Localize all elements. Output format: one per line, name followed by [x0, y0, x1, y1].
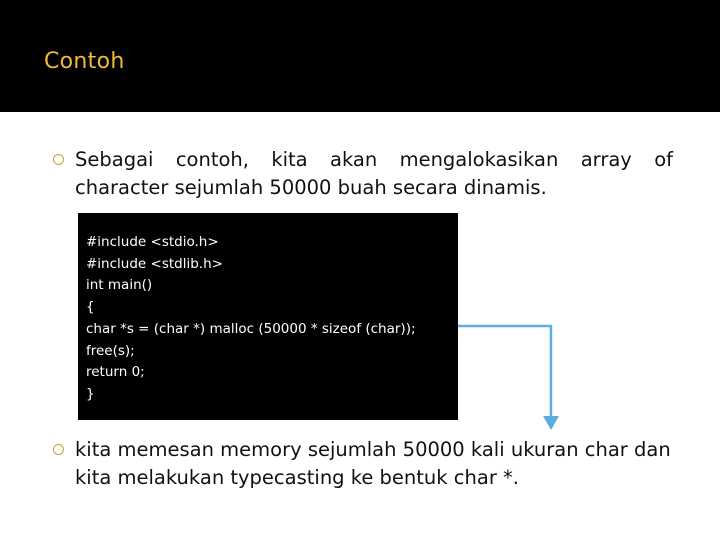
code-line: free(s); — [86, 342, 135, 359]
bullet-paragraph-1: Sebagai contoh, kita akan mengalokasikan array of character sejumlah 50000 buah secara dinamis. — [75, 148, 673, 199]
bullet-ring-icon — [53, 444, 64, 455]
code-line: { — [86, 299, 95, 316]
code-line: int main() — [86, 277, 153, 294]
bullet-paragraph-2: kita memesan memory sejumlah 50000 kali ukuran char dan kita melakukan typecasting ke bentuk char *. — [75, 438, 671, 489]
code-line: } — [86, 385, 95, 402]
code-line: char *s = (char *) malloc (50000 * sizeof (char)); — [86, 320, 416, 337]
code-line: return 0; — [86, 364, 145, 381]
slide-title: Contoh — [44, 49, 125, 74]
code-line: #include <stdio.h> — [86, 234, 219, 250]
code-line: #include <stdlib.h> — [86, 255, 223, 272]
